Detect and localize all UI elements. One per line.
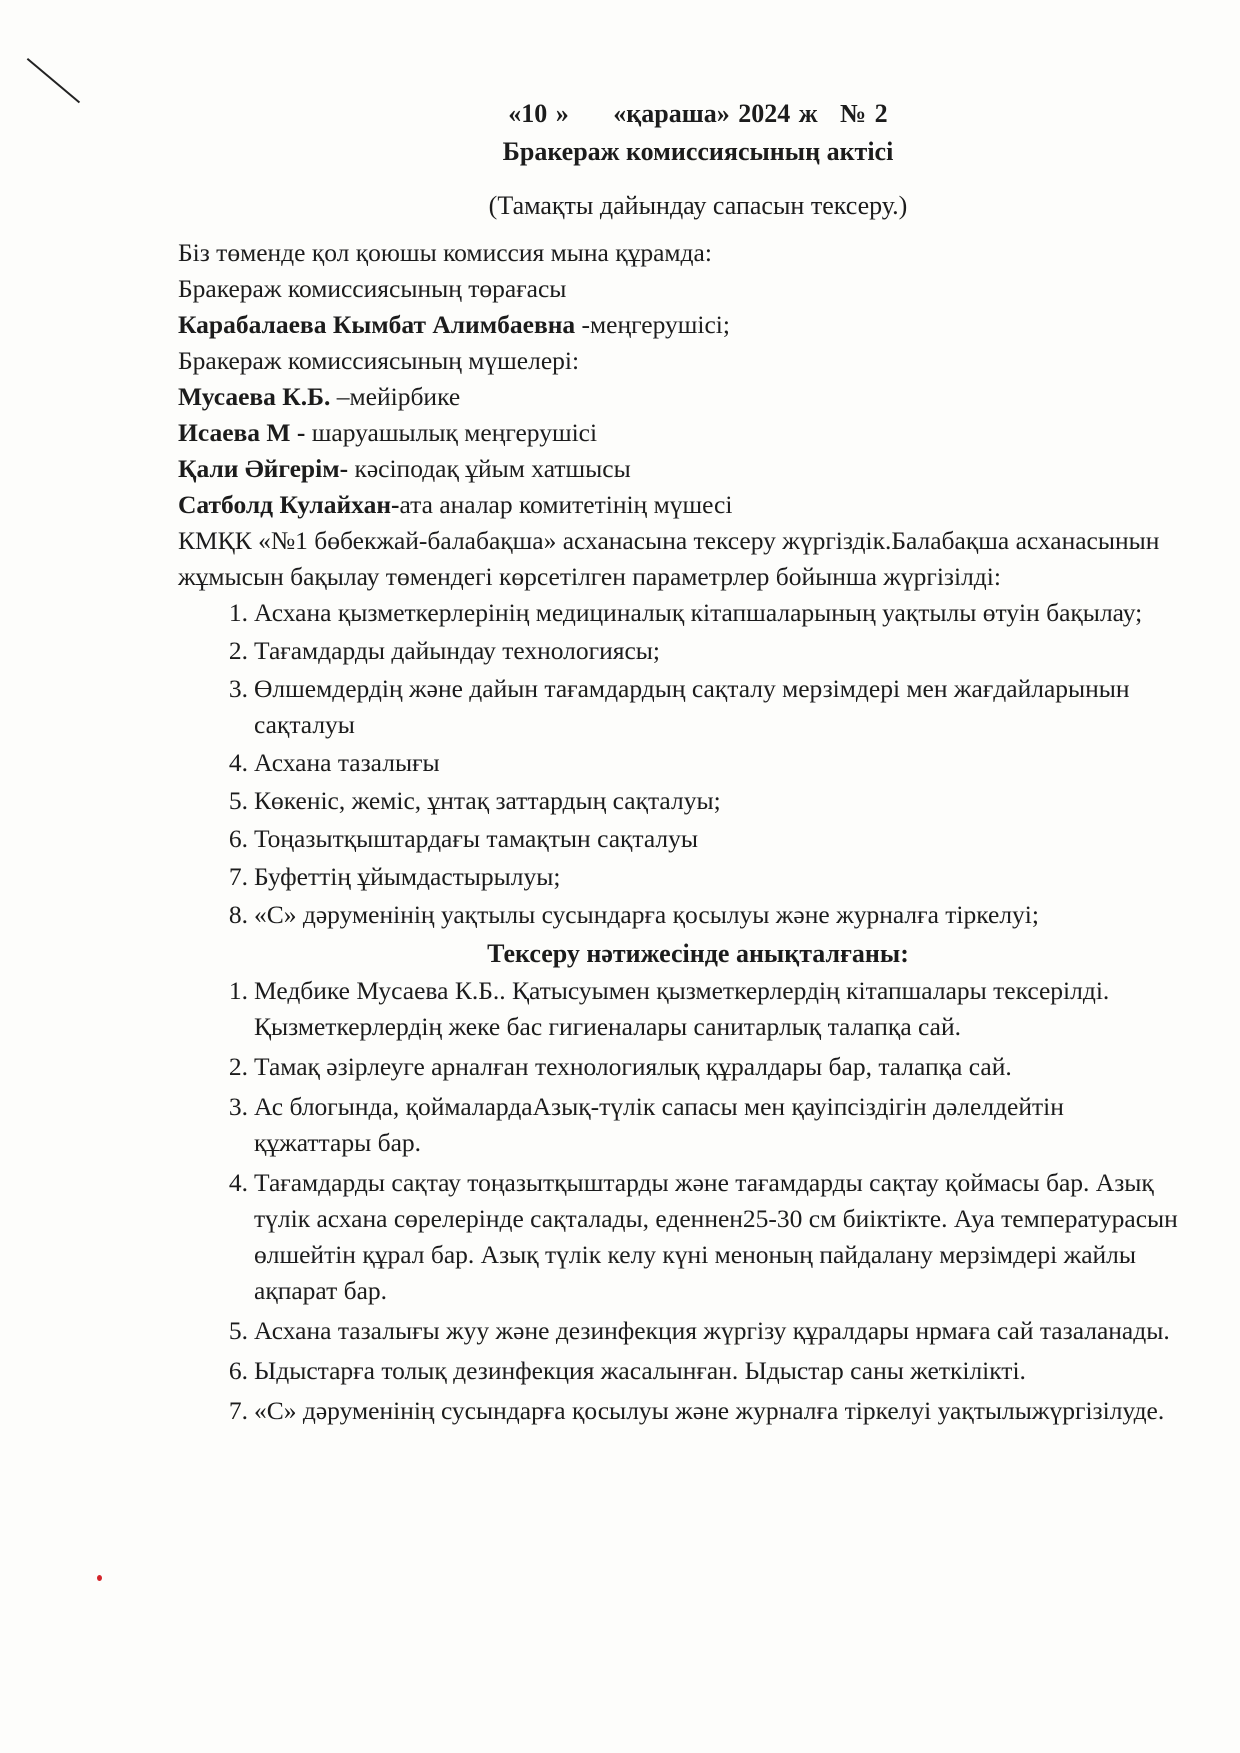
list-item: 2. Тамақ әзірлеуге арналған технологиялық құралдары бар, талапқа сай. bbox=[228, 1052, 1012, 1081]
list-item: 5. Көкеніс, жеміс, ұнтақ заттардың сақталуы; bbox=[228, 786, 721, 815]
list-item: 5. Асхана тазалығы жуу және дезинфекция жүргізу құралдары нрмаға сай тазаланады. bbox=[228, 1316, 1170, 1345]
list-item: 7. Буфеттің ұйымдастырылуы; bbox=[228, 862, 561, 891]
act-title: Бракераж комиссиясының актісі bbox=[502, 137, 894, 166]
member-row bbox=[178, 487, 1178, 523]
list-item-text: Тамақ әзірлеуге арналған технологиялық құралдары бар, талапқа сай. bbox=[254, 1052, 1012, 1081]
member-role: –мейірбике bbox=[330, 382, 461, 411]
results-list bbox=[178, 973, 1178, 1429]
chair-role: -меңгерушісі; bbox=[575, 310, 730, 339]
list-item: 8. «С» дәруменінің уақтылы сусындарға қосылуы және журналға тіркелуі; bbox=[228, 900, 1039, 929]
list-item-text: Ас блогында, қоймалардаАзық-түлік сапасы мен қауіпсіздігін дәлелдейтін құжаттары бар. bbox=[254, 1092, 1064, 1157]
member-role: шаруашылық меңгерушісі bbox=[305, 418, 598, 447]
chair-label: Бракераж комиссиясының төрағасы bbox=[178, 274, 567, 303]
member-row bbox=[178, 451, 1178, 487]
commission-composition bbox=[178, 235, 1178, 595]
list-item-text: Өлшемдердің және дайын тағамдардың сақталу мерзімдері мен жағдайларынын сақталуы bbox=[254, 674, 1130, 739]
act-date-line bbox=[218, 95, 1178, 133]
results-heading: Тексеру нәтижесінде анықталғаны: bbox=[487, 939, 909, 968]
act-month: «қараша» bbox=[613, 99, 730, 128]
list-item: 4. Тағамдарды сақтау тоңазытқыштарды және тағамдарды сақтау қоймасы бар. Азық түлік асхана сөрелерінде сақталады, еденнен25-30 см биіктікте. Ауа температурасын өлшейтін құрал бар. Азық түлік келу күні меноның пайдалану мерзімдері жайлы ақпарат бар. bbox=[228, 1168, 1178, 1305]
act-day: «10 » bbox=[508, 99, 569, 128]
list-item: 2. Тағамдарды дайындау технологиясы; bbox=[228, 636, 660, 665]
list-item-text: Буфеттің ұйымдастырылуы; bbox=[254, 862, 561, 891]
member-name: Мусаева К.Б. bbox=[178, 382, 331, 411]
list-item-text: Медбике Мусаева К.Б.. Қатысуымен қызметкерлердің кітапшалары тексерілді. Қызметкерлердің жеке бас гигиеналары санитарлық талапқа сай. bbox=[254, 976, 1110, 1041]
list-item-text: Тоңазытқыштардағы тамақтын сақталуы bbox=[254, 824, 699, 853]
list-item-text: «С» дәруменінің уақтылы сусындарға қосылуы және журналға тіркелуі; bbox=[254, 900, 1039, 929]
red-ink-dot bbox=[97, 1575, 102, 1581]
chair-name: Карабалаева Кымбат Алимбаевна bbox=[178, 310, 576, 339]
act-year: 2024 ж bbox=[738, 99, 818, 128]
list-item: 3. Ас блогында, қоймалардаАзық-түлік сапасы мен қауіпсіздігін дәлелдейтін құжаттары бар. bbox=[228, 1092, 1064, 1157]
scan-pen-mark bbox=[27, 58, 80, 103]
list-item-text: Тағамдарды сақтау тоңазытқыштарды және тағамдарды сақтау қоймасы бар. Азық түлік асхана сөрелерінде сақталады, еденнен25-30 см биіктікте. Ауа температурасын өлшейтін құрал бар. Азық түлік келу күні меноның пайдалану мерзімдері жайлы ақпарат бар. bbox=[254, 1168, 1178, 1305]
act-number: № 2 bbox=[840, 99, 888, 128]
list-item-text: Асхана қызметкерлерінің медициналық кітапшаларының уақтылы өтуін бақылау; bbox=[254, 598, 1143, 627]
document-page bbox=[178, 95, 1178, 1433]
list-item: 1. Медбике Мусаева К.Б.. Қатысуымен қызметкерлердің кітапшалары тексерілді. Қызметкерлердің жеке бас гигиеналары санитарлық талапқа сай. bbox=[228, 976, 1110, 1041]
list-item-text: Асхана тазалығы bbox=[254, 748, 440, 777]
member-name: Қали Әйгерім- bbox=[178, 454, 349, 483]
act-subtitle: (Тамақты дайындау сапасын тексеру.) bbox=[488, 191, 908, 220]
member-row bbox=[178, 415, 1178, 451]
list-item: 3. Өлшемдердің және дайын тағамдардың сақталу мерзімдері мен жағдайларынын сақталуы bbox=[228, 674, 1130, 739]
list-item: 6. Тоңазытқыштардағы тамақтын сақталуы bbox=[228, 824, 699, 853]
list-item: 7. «С» дәруменінің сусындарға қосылуы және журналға тіркелуі уақтылыжүргізілуде. bbox=[228, 1396, 1165, 1425]
member-name: Сатболд Кулайхан- bbox=[178, 490, 400, 519]
members-label: Бракераж комиссиясының мүшелері: bbox=[178, 346, 580, 375]
list-item-text: Ыдыстарға толық дезинфекция жасалынған. Ыдыстар саны жеткілікті. bbox=[254, 1356, 1026, 1385]
list-item: 6. Ыдыстарға толық дезинфекция жасалынған. Ыдыстар саны жеткілікті. bbox=[228, 1356, 1026, 1385]
member-row bbox=[178, 379, 1178, 415]
member-role: ата аналар комитетінің мүшесі bbox=[399, 490, 733, 519]
list-item: 1. Асхана қызметкерлерінің медициналық кітапшаларының уақтылы өтуін бақылау; bbox=[228, 598, 1143, 627]
list-item-text: Тағамдарды дайындау технологиясы; bbox=[254, 636, 660, 665]
member-name: Исаева М - bbox=[178, 418, 306, 447]
list-item-text: Асхана тазалығы жуу және дезинфекция жүргізу құралдары нрмаға сай тазаланады. bbox=[254, 1316, 1170, 1345]
intro-line: Біз төменде қол қоюшы комиссия мына құрамда: bbox=[178, 238, 712, 267]
list-item-text: «С» дәруменінің сусындарға қосылуы және журналға тіркелуі уақтылыжүргізілуде. bbox=[254, 1396, 1165, 1425]
list-item-text: Көкеніс, жеміс, ұнтақ заттардың сақталуы; bbox=[254, 786, 721, 815]
list-item: 4. Асхана тазалығы bbox=[228, 748, 440, 777]
member-role: кәсіподақ ұйым хатшысы bbox=[348, 454, 631, 483]
parameters-list bbox=[178, 595, 1178, 933]
chair-row bbox=[178, 307, 1178, 343]
inspection-paragraph: КМҚК «№1 бөбекжай-балабақша» асханасына тексеру жүргіздік.Балабақша асханасынын жұмысын бақылау төмендегі көрсетілген параметрлер бойынша жүргізілді: bbox=[178, 526, 1160, 591]
